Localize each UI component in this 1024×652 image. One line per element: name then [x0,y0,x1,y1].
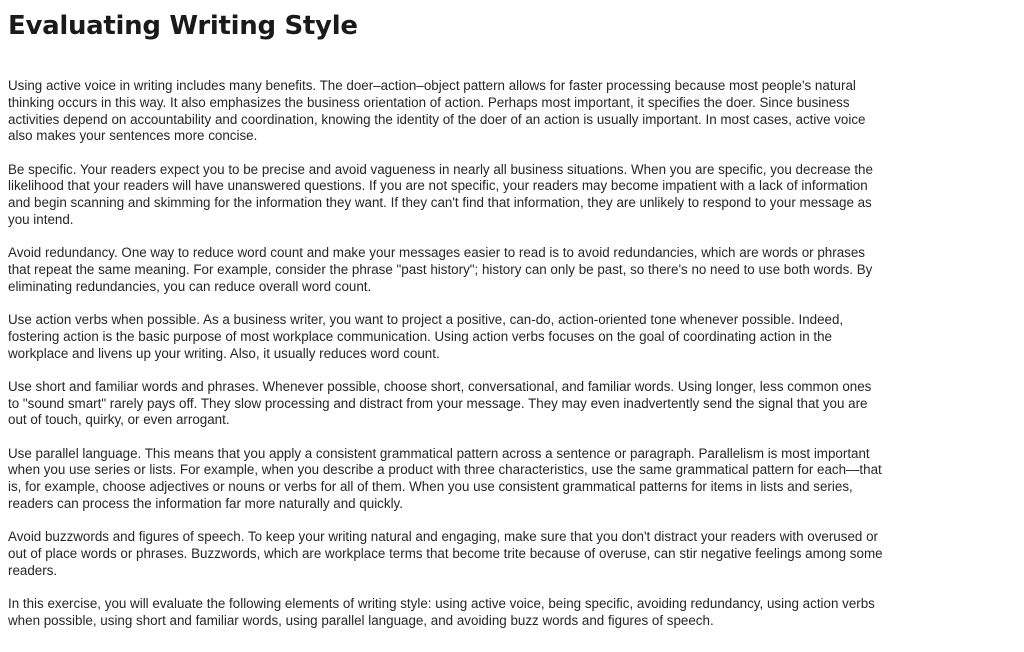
paragraph-avoid-redundancy: Avoid redundancy. One way to reduce word count and make your messages easier to read is to avoid redundancies, which are words or phrases that repeat the same meaning. For example, consider the phrase "past history"; history can only be past, so there's no need to use both words. By eliminating redundancies, you can reduce overall word count. [8,245,873,294]
paragraph-exercise: In this exercise, you will evaluate the following elements of writing style: using active voice, being specific, avoiding redundancy, using action verbs when possible, using short and familiar words, using parallel language, and avoiding buzz words and figures of speech. [8,595,875,628]
page-title: Evaluating Writing Style [8,11,358,41]
paragraph-avoid-buzzwords: Avoid buzzwords and figures of speech. To keep your writing natural and engaging, make sure that you don't distract your readers with overused or out of place words or phrases. Buzzwords, which are workplace terms that become trite because of overuse, can stir negative feelings among some readers. [8,529,883,578]
document-page [8,0,884,646]
paragraph-be-specific: Be specific. Your readers expect you to be precise and avoid vagueness in nearly all business situations. When you are specific, you decrease the likelihood that your readers will have unanswered questions. If you are not specific, your readers may become impatient with a lack of information and begin scanning and skimming for the information they want. If they can't find that information, they are unlikely to respond to your message as you intend. [8,161,873,227]
body-text [8,78,884,629]
paragraph-short-words: Use short and familiar words and phrases. Whenever possible, choose short, conversational, and familiar words. Using longer, less common ones to "sound smart" rarely pays off. They slow processing and distract from your message. They may even inadvertently send the signal that you are out of touch, quirky, or even arrogant. [8,378,872,428]
paragraph-active-voice: Using active voice in writing includes many benefits. The doer–action–object pattern allows for faster processing because most people's natural thinking occurs in this way. It also emphasizes the business orientation of action. Perhaps most important, it specifies the doer. Since business activities depend on accountability and coordination, knowing the identity of the doer of an action is usually important. In most cases, active voice also makes your sentences more concise. [8,78,866,144]
paragraph-action-verbs: Use action verbs when possible. As a business writer, you want to project a positive, can-do, action-oriented tone whenever possible. Indeed, fostering action is the basic purpose of most workplace communication. Using action verbs focuses on the goal of coordinating action in the workplace and livens up your writing. Also, it usually reduces word count. [8,311,844,361]
paragraph-parallel-language: Use parallel language. This means that you apply a consistent grammatical pattern across a sentence or paragraph. Parallelism is most important when you use series or lists. For example, when you describe a product with three characteristics, use the same grammatical pattern for each—that is, for example, choose adjectives or nouns or verbs for all of them. When you use consistent grammatical patterns for items in lists and series, readers can process the information far more naturally and quickly. [8,445,882,511]
